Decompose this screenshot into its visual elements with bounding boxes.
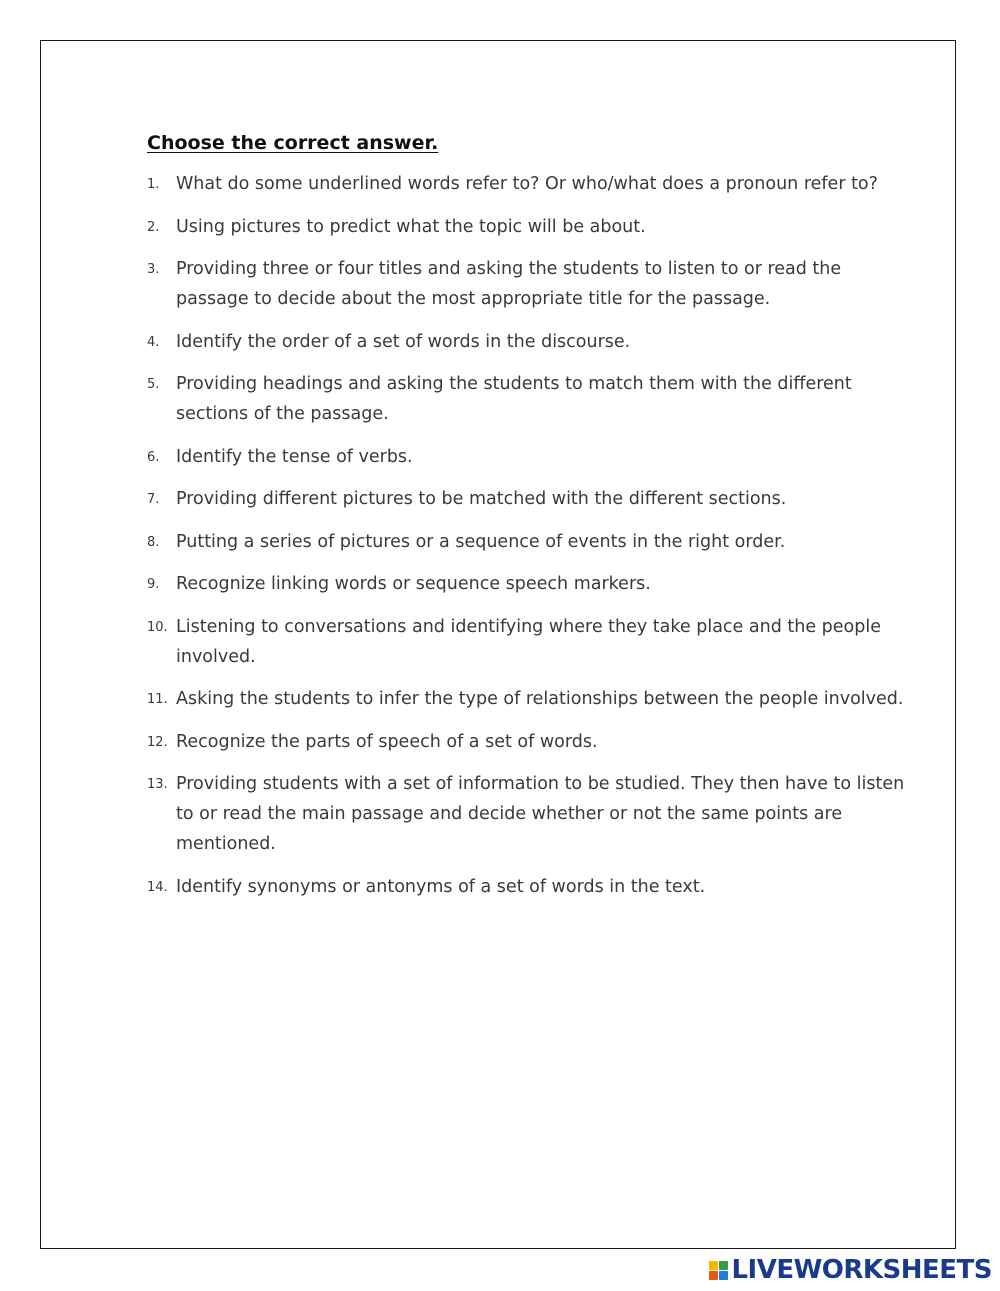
- question-number: 9.: [147, 577, 160, 592]
- liveworksheets-brand: [709, 1253, 992, 1287]
- question-text: Providing headings and asking the students to match them with the different sections of the passage.: [176, 374, 852, 424]
- question-text: Listening to conversations and identifying where they take place and the people involved.: [176, 616, 881, 667]
- question-text: Identify synonyms or antonyms of a set of words in the text.: [176, 876, 706, 897]
- question-item: [147, 527, 907, 557]
- question-number: 7.: [147, 492, 160, 507]
- logo-tile: [719, 1261, 728, 1270]
- question-item: [147, 369, 907, 429]
- question-item: [147, 684, 907, 714]
- logo-tile: [709, 1271, 718, 1280]
- question-number: 11.: [147, 692, 168, 707]
- question-number: 10.: [147, 619, 168, 635]
- question-text: Providing different pictures to be matched with the different sections.: [176, 489, 787, 509]
- worksheet-page: [40, 40, 956, 1249]
- question-item: [147, 442, 907, 472]
- question-item: [147, 169, 907, 199]
- question-text: Identify the tense of verbs.: [176, 446, 413, 467]
- question-item: [147, 612, 907, 672]
- question-list: [147, 169, 907, 914]
- question-number: 3.: [147, 262, 160, 277]
- question-number: 12.: [147, 734, 168, 750]
- liveworksheets-logo-icon: [709, 1261, 728, 1280]
- question-item: [147, 769, 907, 859]
- question-number: 2.: [147, 219, 160, 235]
- question-text: Identify the order of a set of words in the discourse.: [176, 331, 631, 352]
- question-number: 5.: [147, 377, 160, 392]
- worksheet-heading: Choose the correct answer.: [147, 132, 439, 154]
- question-text: Providing three or four titles and asking the students to listen to or read the passage to decide about the most appropriate title for the passage.: [176, 259, 842, 309]
- brand-wordmark: LIVEWORKSHEETS: [731, 1255, 992, 1285]
- question-number: 13.: [147, 777, 168, 792]
- question-text: Using pictures to predict what the topic will be about.: [176, 216, 646, 237]
- question-item: [147, 484, 907, 514]
- question-item: [147, 254, 907, 314]
- question-item: [147, 212, 907, 242]
- question-number: 1.: [147, 177, 160, 192]
- question-text: Recognize linking words or sequence speech markers.: [176, 574, 651, 594]
- question-text: What do some underlined words refer to? Or who/what does a pronoun refer to?: [176, 174, 878, 194]
- question-item: [147, 569, 907, 599]
- question-number: 14.: [147, 879, 168, 895]
- logo-tile: [709, 1261, 718, 1270]
- logo-tile: [719, 1271, 728, 1280]
- question-item: [147, 872, 907, 902]
- question-text: Asking the students to infer the type of relationships between the people involved.: [176, 689, 904, 709]
- question-text: Recognize the parts of speech of a set of words.: [176, 731, 598, 752]
- question-item: [147, 727, 907, 757]
- question-number: 8.: [147, 534, 160, 550]
- question-text: Providing students with a set of information to be studied. They then have to listen to or read the main passage and decide whether or not the same points are mentioned.: [176, 774, 905, 854]
- question-text: Putting a series of pictures or a sequence of events in the right order.: [176, 531, 786, 552]
- question-number: 4.: [147, 334, 160, 350]
- question-item: [147, 327, 907, 357]
- question-number: 6.: [147, 449, 160, 465]
